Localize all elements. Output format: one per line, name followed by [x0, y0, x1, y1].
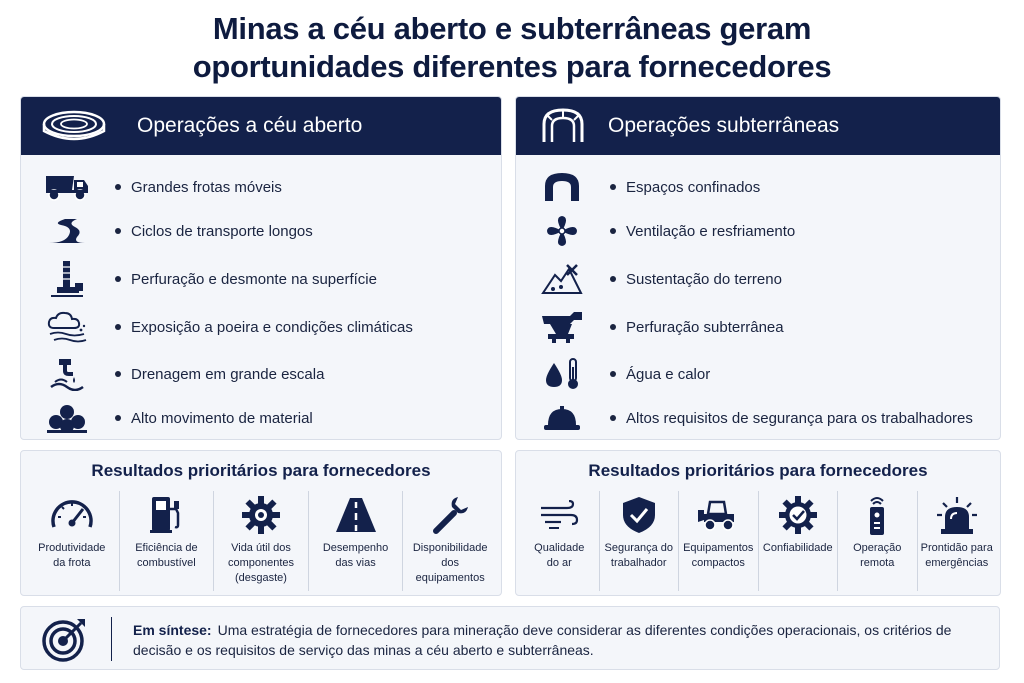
summary-lead: Em síntese: [133, 622, 212, 638]
underground-panel [515, 96, 1001, 440]
open-pit-item [21, 305, 501, 349]
result-item [917, 491, 997, 591]
open-pit-panel [20, 96, 502, 440]
underground-header [516, 97, 1000, 155]
gear-check-icon [778, 493, 818, 537]
open-pit-item-label: Perfuração e desmonte na superfície [131, 270, 377, 288]
fan-icon [538, 211, 586, 251]
compact-loader-icon [696, 493, 740, 537]
result-label: Confiabilidade [762, 542, 833, 554]
result-item [599, 491, 679, 591]
bullet [115, 371, 121, 377]
title-line-1: Minas a céu aberto e subterrâneas geram [212, 11, 812, 46]
bullet [115, 415, 121, 421]
underground-item [516, 257, 1000, 301]
results-title: Resultados prioritários para fornecedores [588, 461, 928, 480]
underground-item [516, 209, 1000, 253]
bullet [610, 228, 616, 234]
open-pit-item [21, 396, 501, 440]
result-item [520, 491, 599, 591]
bullet [610, 371, 616, 377]
page-title [0, 10, 1024, 86]
result-item [402, 491, 497, 591]
result-label: Disponibilidade dos equipamentos [412, 542, 488, 584]
summary-box [20, 606, 1000, 670]
summary-body: Uma estratégia de fornecedores para mineração deve considerar as diferentes condições operacionais, os critérios de decisão e os requisitos de serviço das minas a céu aberto e subterrâneas. [133, 622, 952, 658]
bullet [115, 276, 121, 282]
target-icon [41, 615, 89, 663]
result-item [119, 491, 214, 591]
summary-text [133, 620, 983, 660]
fuel-pump-icon [148, 493, 184, 537]
water-heat-icon [538, 354, 586, 394]
summary-divider [111, 617, 112, 661]
underground-item-label: Altos requisitos de segurança para os trabalhadores [626, 409, 973, 427]
open-pit-item-label: Grandes frotas móveis [131, 178, 282, 196]
result-label: Desempenho das vias [322, 542, 389, 569]
ground-support-icon [538, 259, 586, 299]
open-pit-item-label: Ciclos de transporte longos [131, 222, 313, 240]
speedometer-icon [49, 493, 95, 537]
result-label: Operação remota [853, 542, 902, 569]
underground-item [516, 396, 1000, 440]
bullet [610, 184, 616, 190]
result-label: Segurança do trabalhador [604, 542, 673, 569]
title-line-2: oportunidades diferentes para fornecedores [192, 49, 832, 84]
haul-truck-icon [43, 167, 91, 207]
dust-weather-icon [43, 307, 91, 347]
bullet [115, 184, 121, 190]
result-label: Eficiência de combustível [135, 542, 198, 569]
remote-control-icon [862, 493, 892, 537]
bullet [115, 228, 121, 234]
open-pit-title: Operações a céu aberto [137, 114, 363, 137]
open-pit-item [21, 209, 501, 253]
gear-icon [241, 493, 281, 537]
tunnel-icon [538, 106, 588, 146]
bullet [610, 324, 616, 330]
result-label: Qualidade do ar [534, 542, 585, 569]
results-open-pit [20, 450, 502, 596]
open-pit-item [21, 257, 501, 301]
open-pit-item [21, 165, 501, 209]
hard-hat-icon [538, 398, 586, 438]
open-pit-item-label: Exposição a poeira e condições climáticas [131, 318, 413, 336]
underground-item [516, 352, 1000, 396]
underground-item-label: Ventilação e resfriamento [626, 222, 796, 240]
results-underground [515, 450, 1001, 596]
bullet [610, 276, 616, 282]
bullet [115, 324, 121, 330]
result-item [213, 491, 308, 591]
siren-icon [935, 493, 979, 537]
result-label: Equipamentos compactos [683, 542, 754, 569]
underground-item [516, 305, 1000, 349]
drill-rig-icon [43, 259, 91, 299]
result-label: Vida útil dos componentes (desgaste) [227, 542, 294, 584]
underground-item-label: Perfuração subterrânea [626, 318, 784, 336]
material-pile-icon [43, 398, 91, 438]
tunnel-icon [538, 167, 586, 207]
results-title: Resultados prioritários para fornecedores [91, 461, 431, 480]
result-label: Produtividade da frota [38, 542, 106, 569]
open-pit-item [21, 352, 501, 396]
drainage-icon [43, 354, 91, 394]
result-item [678, 491, 758, 591]
open-pit-icon [41, 106, 107, 146]
open-pit-header [21, 97, 501, 155]
underground-drill-icon [538, 307, 586, 347]
result-item [837, 491, 917, 591]
result-item [308, 491, 403, 591]
shield-check-icon [621, 493, 657, 537]
underground-item-label: Espaços confinados [626, 178, 761, 196]
bullet [610, 415, 616, 421]
result-item [25, 491, 119, 591]
air-flow-icon [539, 493, 579, 537]
road-icon [334, 493, 378, 537]
result-label: Prontidão para emergências [920, 542, 993, 569]
open-pit-item-label: Drenagem em grande escala [131, 365, 325, 383]
result-item [758, 491, 838, 591]
underground-item-label: Água e calor [626, 365, 711, 383]
underground-item-label: Sustentação do terreno [626, 270, 782, 288]
wrench-icon [430, 493, 470, 537]
open-pit-item-label: Alto movimento de material [131, 409, 313, 427]
winding-road-icon [43, 211, 91, 251]
underground-item [516, 165, 1000, 209]
underground-title: Operações subterrâneas [608, 114, 840, 137]
